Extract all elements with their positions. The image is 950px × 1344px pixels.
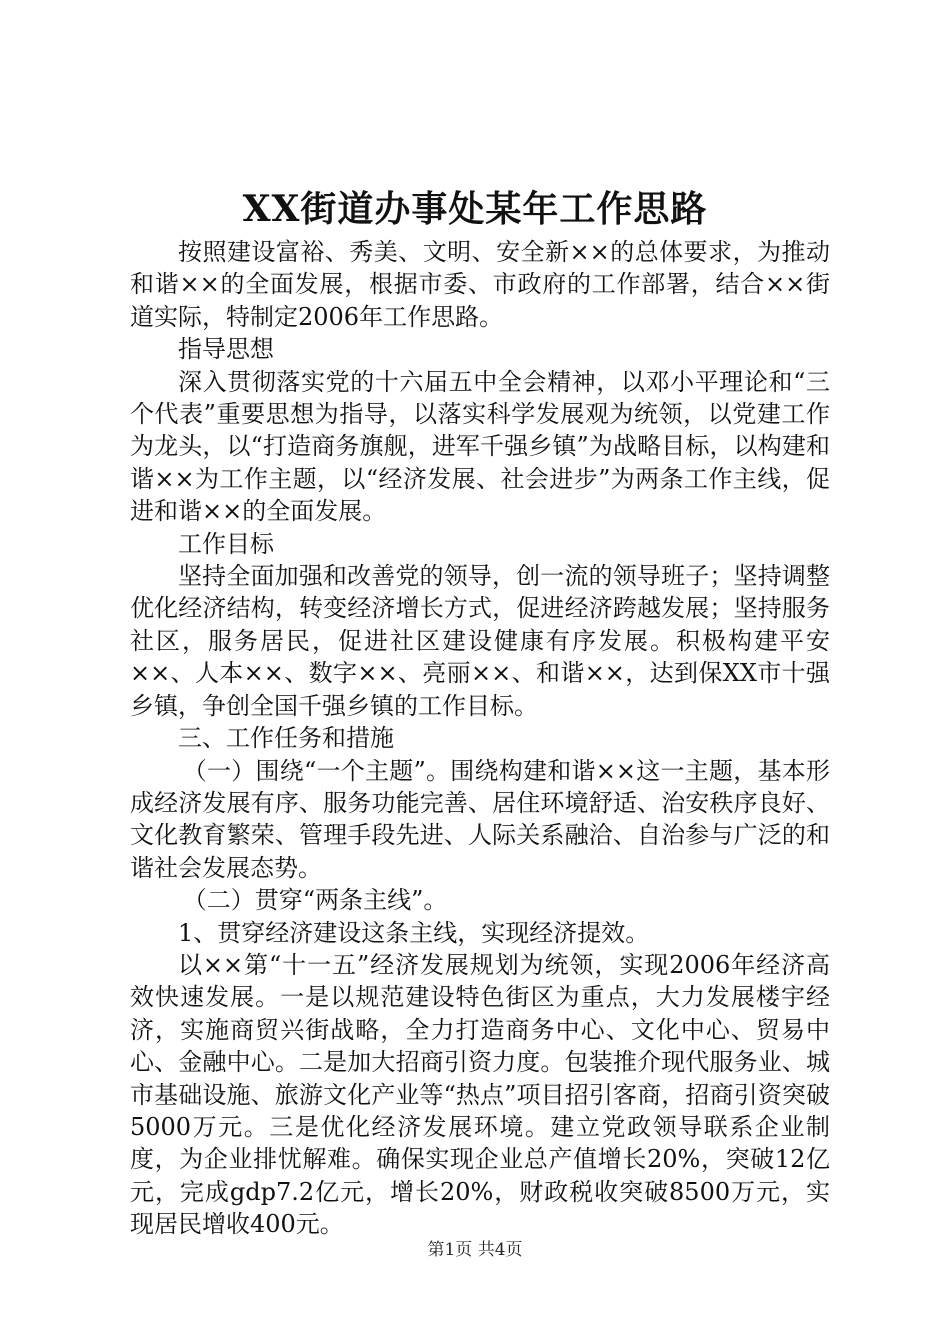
- document-title: XX街道办事处某年工作思路: [242, 188, 708, 230]
- guiding-ideology-paragraph: 深入贯彻落实党的十六届五中全会精神，以邓小平理论和“三个代表”重要思想为指导，以落实科学发展观为统领，以党建工作为龙头，以“打造商务旗舰，进军千强乡镇”为战略目标，以构建和谐××为工作主题，以“经济发展、社会进步”为两条工作主线，促进和谐××的全面发展。: [130, 367, 830, 526]
- item-economic-construction: 1、贯穿经济建设这条主线，实现经济提效。: [178, 918, 650, 947]
- work-goals-paragraph: 坚持全面加强和改善党的领导，创一流的领导班子；坚持调整优化经济结构，转变经济增长方式，促进经济跨越发展；坚持服务社区，服务居民，促进社区建设健康有序发展。积极构建平安××、人本××、数字××、亮丽××、和谐××，达到保XX市十强乡镇，争创全国千强乡镇的工作目标。: [130, 562, 830, 720]
- section-heading-tasks-measures: 三、工作任务和措施: [178, 724, 394, 753]
- section-heading-work-goals: 工作目标: [178, 529, 274, 558]
- page-number-footer: 第1页 共4页: [427, 1240, 523, 1260]
- document-body: [130, 236, 830, 1241]
- intro-paragraph: 按照建设富裕、秀美、文明、安全新××的总体要求，为推动和谐××的全面发展，根据市委、市政府的工作部署，结合××街道实际，特制定2006年工作思路。: [130, 238, 830, 331]
- section-heading-guiding-ideology: 指导思想: [178, 335, 274, 364]
- subsection-one-theme: （一）围绕“一个主题”。围绕构建和谐××这一主题，基本形成经济发展有序、服务功能完善、居住环境舒适、治安秩序良好、文化教育繁荣、管理手段先进、人际关系融洽、自治参与广泛的和谐社会发展态势。: [130, 756, 830, 882]
- subsection-two-main-lines: （二）贯穿“两条主线”。: [182, 886, 448, 915]
- economic-plan-paragraph: 以××第“十一五”经济发展规划为统领，实现2006年经济高效快速发展。一是以规范建设特色街区为重点，大力发展楼宇经济，实施商贸兴街战略，全力打造商务中心、文化中心、贸易中心、金融中心。二是加大招商引资力度。包装推介现代服务业、城市基础设施、旅游文化产业等“热点”项目招引客商，招商引资突破5000万元。三是优化经济发展环境。建立党政领导联系企业制度，为企业排忧解难。确保实现企业总产值增长20%，突破12亿元，完成gdp7.2亿元，增长20%，财政税收突破8500万元，实现居民增收400元。: [130, 950, 830, 1239]
